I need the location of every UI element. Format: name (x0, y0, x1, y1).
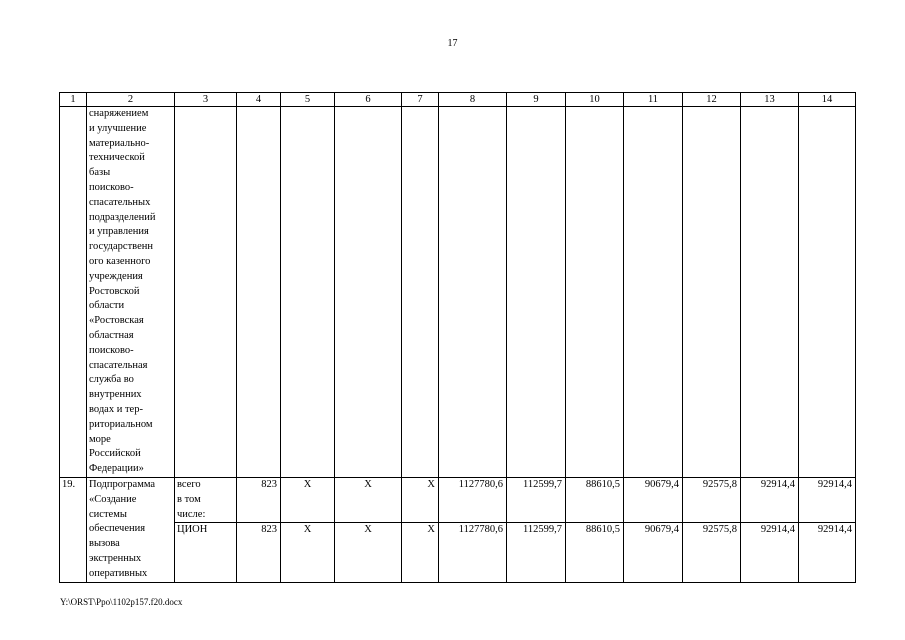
column-header: 3 (175, 93, 237, 107)
column-header: 12 (683, 93, 741, 107)
table-cell: 88610,5 (566, 478, 624, 523)
table-cell: 92575,8 (683, 523, 741, 582)
table-cell (175, 107, 237, 478)
column-header: 6 (335, 93, 402, 107)
table-cell (799, 107, 856, 478)
table-cell: Х (335, 478, 402, 523)
table-cell: 823 (237, 478, 281, 523)
table-cell (402, 107, 439, 478)
column-header: 1 (60, 93, 87, 107)
table-cell: Х (281, 478, 335, 523)
table-cell (439, 107, 507, 478)
row-description: снаряжением и улучшение материально- технической базы поисково- спасательных подразделений и управления государственн ого казенного учреждения Ростовской области «Ростовская областная поисково- спасательная служба во внутренних водах и тер- риториальном море Российской Федерации» (87, 107, 175, 478)
header-row (60, 93, 856, 107)
row-description: Подпрограмма «Создание системы обеспечения вызова экстренных оперативных (87, 478, 175, 583)
table-cell: 112599,7 (507, 478, 566, 523)
table-cell: Х (335, 523, 402, 582)
table-row (60, 107, 856, 478)
table-cell (566, 107, 624, 478)
column-header: 8 (439, 93, 507, 107)
row-sub-label: всего в том числе: (175, 478, 237, 523)
table-cell: 92914,4 (799, 478, 856, 523)
column-header: 13 (741, 93, 799, 107)
row-number: 19. (60, 478, 87, 583)
column-header: 5 (281, 93, 335, 107)
table-row (60, 478, 856, 523)
table-cell: Х (402, 478, 439, 523)
table-cell: 90679,4 (624, 523, 683, 582)
table-row (60, 523, 856, 582)
row-number (60, 107, 87, 478)
column-header: 7 (402, 93, 439, 107)
table-cell: 1127780,6 (439, 478, 507, 523)
table-cell (683, 107, 741, 478)
table-cell (281, 107, 335, 478)
table-cell: 92914,4 (741, 523, 799, 582)
table-cell: 92575,8 (683, 478, 741, 523)
table-cell: 92914,4 (799, 523, 856, 582)
table-cell (335, 107, 402, 478)
row-sub-label: ЦИОН (175, 523, 237, 582)
table-cell: 112599,7 (507, 523, 566, 582)
column-header: 2 (87, 93, 175, 107)
table-cell: 92914,4 (741, 478, 799, 523)
table-cell: Х (281, 523, 335, 582)
table-cell (507, 107, 566, 478)
column-header: 9 (507, 93, 566, 107)
table-cell: 1127780,6 (439, 523, 507, 582)
table-cell: 88610,5 (566, 523, 624, 582)
table-cell: Х (402, 523, 439, 582)
table-cell (741, 107, 799, 478)
table-cell: 90679,4 (624, 478, 683, 523)
column-header: 11 (624, 93, 683, 107)
table-cell (624, 107, 683, 478)
page-number: 17 (447, 38, 458, 49)
footer-file-path: Y:\ORST\Ppo\1102p157.f20.docx (60, 597, 183, 607)
column-header: 14 (799, 93, 856, 107)
table-cell: 823 (237, 523, 281, 582)
column-header: 4 (237, 93, 281, 107)
table-cell (237, 107, 281, 478)
column-header: 10 (566, 93, 624, 107)
program-table (59, 92, 856, 583)
